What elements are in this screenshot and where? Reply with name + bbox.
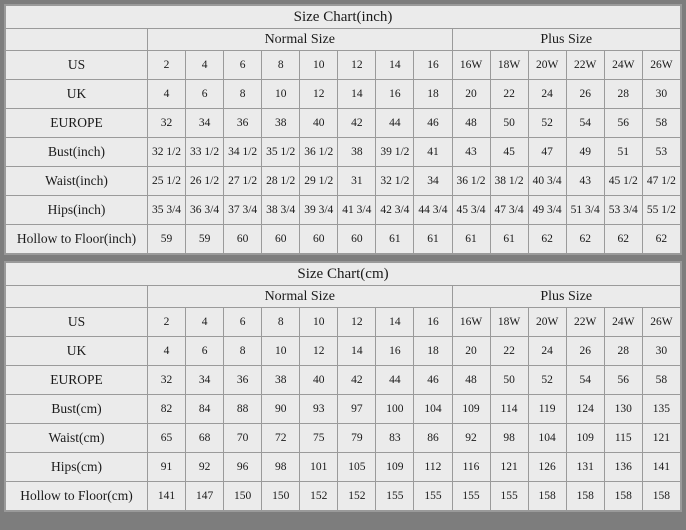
cell: 150 — [224, 482, 262, 511]
cell: 86 — [414, 424, 452, 453]
size-chart-cm-table — [5, 262, 681, 511]
cell: 38 — [262, 366, 300, 395]
cell: 16 — [414, 308, 452, 337]
cell: 32 — [148, 366, 186, 395]
cell: 56 — [604, 109, 642, 138]
cell: 121 — [490, 453, 528, 482]
cell: 47 — [528, 138, 566, 167]
table-row — [6, 337, 681, 366]
cell: 35 1/2 — [262, 138, 300, 167]
cell: 28 — [604, 337, 642, 366]
cell: 121 — [642, 424, 680, 453]
row-label-bust: Bust(cm) — [6, 395, 148, 424]
cell: 93 — [300, 395, 338, 424]
cell: 16 — [376, 80, 414, 109]
cell: 155 — [376, 482, 414, 511]
cell: 10 — [262, 80, 300, 109]
cell: 61 — [490, 225, 528, 254]
row-label-us: US — [6, 51, 148, 80]
cell: 42 3/4 — [376, 196, 414, 225]
cell: 34 — [186, 109, 224, 138]
table-row — [6, 167, 681, 196]
cell: 12 — [300, 80, 338, 109]
cell: 34 1/2 — [224, 138, 262, 167]
cell: 70 — [224, 424, 262, 453]
cell: 88 — [224, 395, 262, 424]
cell: 96 — [224, 453, 262, 482]
cell: 44 — [376, 109, 414, 138]
cell: 32 1/2 — [148, 138, 186, 167]
cell: 10 — [300, 51, 338, 80]
cell: 100 — [376, 395, 414, 424]
cell: 150 — [262, 482, 300, 511]
cell: 25 1/2 — [148, 167, 186, 196]
row-label-waist: Waist(inch) — [6, 167, 148, 196]
table-row — [6, 482, 681, 511]
cell: 158 — [566, 482, 604, 511]
cell: 18 — [414, 80, 452, 109]
cell: 24 — [528, 80, 566, 109]
row-label-us: US — [6, 308, 148, 337]
cell: 36 1/2 — [452, 167, 490, 196]
cell: 14 — [376, 51, 414, 80]
cell: 105 — [338, 453, 376, 482]
cell: 4 — [148, 337, 186, 366]
cell: 55 1/2 — [642, 196, 680, 225]
cell: 158 — [528, 482, 566, 511]
row-label-waist: Waist(cm) — [6, 424, 148, 453]
row-label-bust: Bust(inch) — [6, 138, 148, 167]
group-normal-size: Normal Size — [148, 29, 453, 51]
table-row — [6, 196, 681, 225]
cell: 20W — [528, 51, 566, 80]
table-row — [6, 109, 681, 138]
cell: 50 — [490, 366, 528, 395]
cell: 41 — [414, 138, 452, 167]
cell: 56 — [604, 366, 642, 395]
cell: 92 — [452, 424, 490, 453]
cell: 141 — [148, 482, 186, 511]
cell: 130 — [604, 395, 642, 424]
chart-title-row — [6, 6, 681, 29]
cell: 58 — [642, 109, 680, 138]
cell: 126 — [528, 453, 566, 482]
cell: 18W — [490, 308, 528, 337]
cell: 50 — [490, 109, 528, 138]
cell: 4 — [148, 80, 186, 109]
table-row — [6, 395, 681, 424]
cell: 22 — [490, 80, 528, 109]
table-row — [6, 453, 681, 482]
cell: 6 — [186, 80, 224, 109]
cell: 48 — [452, 109, 490, 138]
chart-group-row — [6, 286, 681, 308]
cell: 4 — [186, 308, 224, 337]
row-label-uk: UK — [6, 80, 148, 109]
cell: 44 — [376, 366, 414, 395]
cell: 22W — [566, 308, 604, 337]
cell: 59 — [186, 225, 224, 254]
cell: 91 — [148, 453, 186, 482]
group-row-blank — [6, 286, 148, 308]
cell: 61 — [376, 225, 414, 254]
cell: 30 — [642, 80, 680, 109]
cell: 116 — [452, 453, 490, 482]
size-chart-cm — [4, 261, 682, 512]
cell: 109 — [566, 424, 604, 453]
row-label-uk: UK — [6, 337, 148, 366]
cell: 44 3/4 — [414, 196, 452, 225]
cell: 155 — [414, 482, 452, 511]
cell: 12 — [338, 51, 376, 80]
cell: 46 — [414, 366, 452, 395]
cell: 62 — [642, 225, 680, 254]
table-row — [6, 308, 681, 337]
cell: 83 — [376, 424, 414, 453]
cell: 48 — [452, 366, 490, 395]
cell: 36 3/4 — [186, 196, 224, 225]
cell: 22 — [490, 337, 528, 366]
cell: 52 — [528, 109, 566, 138]
cell: 61 — [414, 225, 452, 254]
cell: 8 — [262, 51, 300, 80]
cell: 62 — [604, 225, 642, 254]
cell: 155 — [490, 482, 528, 511]
cell: 6 — [224, 308, 262, 337]
cell: 26 1/2 — [186, 167, 224, 196]
cell: 115 — [604, 424, 642, 453]
cell: 34 — [186, 366, 224, 395]
chart-title: Size Chart(inch) — [6, 6, 681, 29]
row-label-europe: EUROPE — [6, 109, 148, 138]
cell: 14 — [338, 80, 376, 109]
cell: 40 — [300, 366, 338, 395]
cell: 60 — [224, 225, 262, 254]
cell: 14 — [338, 337, 376, 366]
table-row — [6, 138, 681, 167]
cell: 32 — [148, 109, 186, 138]
cell: 49 — [566, 138, 604, 167]
chart-title: Size Chart(cm) — [6, 263, 681, 286]
cell: 35 3/4 — [148, 196, 186, 225]
cell: 37 3/4 — [224, 196, 262, 225]
table-row — [6, 51, 681, 80]
cell: 6 — [224, 51, 262, 80]
cell: 10 — [300, 308, 338, 337]
cell: 60 — [300, 225, 338, 254]
cell: 62 — [528, 225, 566, 254]
cell: 18W — [490, 51, 528, 80]
cell: 18 — [414, 337, 452, 366]
table-row — [6, 424, 681, 453]
chart-group-row — [6, 29, 681, 51]
cell: 39 3/4 — [300, 196, 338, 225]
cell: 90 — [262, 395, 300, 424]
cell: 43 — [452, 138, 490, 167]
cell: 60 — [338, 225, 376, 254]
cell: 42 — [338, 109, 376, 138]
cell: 38 — [338, 138, 376, 167]
cell: 104 — [414, 395, 452, 424]
cell: 79 — [338, 424, 376, 453]
cell: 97 — [338, 395, 376, 424]
cell: 33 1/2 — [186, 138, 224, 167]
row-label-hollow-to-floor: Hollow to Floor(cm) — [6, 482, 148, 511]
cell: 82 — [148, 395, 186, 424]
row-label-hips: Hips(inch) — [6, 196, 148, 225]
cell: 26 — [566, 337, 604, 366]
cell: 20 — [452, 80, 490, 109]
cell: 136 — [604, 453, 642, 482]
cell: 12 — [338, 308, 376, 337]
cell: 38 — [262, 109, 300, 138]
cell: 109 — [376, 453, 414, 482]
cell: 45 3/4 — [452, 196, 490, 225]
cell: 38 3/4 — [262, 196, 300, 225]
cell: 8 — [224, 80, 262, 109]
cell: 29 1/2 — [300, 167, 338, 196]
cell: 2 — [148, 51, 186, 80]
cell: 26W — [642, 308, 680, 337]
cell: 36 1/2 — [300, 138, 338, 167]
cell: 47 1/2 — [642, 167, 680, 196]
cell: 26W — [642, 51, 680, 80]
cell: 38 1/2 — [490, 167, 528, 196]
row-label-hollow-to-floor: Hollow to Floor(inch) — [6, 225, 148, 254]
cell: 40 — [300, 109, 338, 138]
cell: 98 — [262, 453, 300, 482]
cell: 51 3/4 — [566, 196, 604, 225]
cell: 4 — [186, 51, 224, 80]
cell: 84 — [186, 395, 224, 424]
cell: 16 — [414, 51, 452, 80]
cell: 24 — [528, 337, 566, 366]
cell: 16 — [376, 337, 414, 366]
cell: 16W — [452, 51, 490, 80]
cell: 114 — [490, 395, 528, 424]
cell: 36 — [224, 366, 262, 395]
table-row — [6, 225, 681, 254]
table-row — [6, 80, 681, 109]
cell: 34 — [414, 167, 452, 196]
cell: 8 — [262, 308, 300, 337]
cell: 68 — [186, 424, 224, 453]
cell: 2 — [148, 308, 186, 337]
cell: 36 — [224, 109, 262, 138]
cell: 109 — [452, 395, 490, 424]
cell: 141 — [642, 453, 680, 482]
cell: 31 — [338, 167, 376, 196]
cell: 12 — [300, 337, 338, 366]
cell: 65 — [148, 424, 186, 453]
cell: 119 — [528, 395, 566, 424]
group-plus-size: Plus Size — [452, 29, 681, 51]
cell: 39 1/2 — [376, 138, 414, 167]
cell: 14 — [376, 308, 414, 337]
cell: 155 — [452, 482, 490, 511]
row-label-hips: Hips(cm) — [6, 453, 148, 482]
cell: 152 — [338, 482, 376, 511]
cell: 45 1/2 — [604, 167, 642, 196]
cell: 98 — [490, 424, 528, 453]
cell: 112 — [414, 453, 452, 482]
cell: 46 — [414, 109, 452, 138]
cell: 43 — [566, 167, 604, 196]
cell: 158 — [642, 482, 680, 511]
cell: 58 — [642, 366, 680, 395]
cell: 22W — [566, 51, 604, 80]
cell: 20 — [452, 337, 490, 366]
cell: 54 — [566, 109, 604, 138]
cell: 60 — [262, 225, 300, 254]
cell: 45 — [490, 138, 528, 167]
cell: 16W — [452, 308, 490, 337]
cell: 62 — [566, 225, 604, 254]
cell: 49 3/4 — [528, 196, 566, 225]
cell: 26 — [566, 80, 604, 109]
cell: 53 3/4 — [604, 196, 642, 225]
cell: 101 — [300, 453, 338, 482]
cell: 59 — [148, 225, 186, 254]
cell: 124 — [566, 395, 604, 424]
cell: 40 3/4 — [528, 167, 566, 196]
cell: 30 — [642, 337, 680, 366]
group-normal-size: Normal Size — [148, 286, 453, 308]
cell: 28 1/2 — [262, 167, 300, 196]
group-plus-size: Plus Size — [452, 286, 681, 308]
cell: 24W — [604, 51, 642, 80]
cell: 27 1/2 — [224, 167, 262, 196]
cell: 47 3/4 — [490, 196, 528, 225]
cell: 52 — [528, 366, 566, 395]
cell: 92 — [186, 453, 224, 482]
cell: 158 — [604, 482, 642, 511]
cell: 28 — [604, 80, 642, 109]
group-row-blank — [6, 29, 148, 51]
size-chart-inch — [4, 4, 682, 255]
cell: 8 — [224, 337, 262, 366]
cell: 53 — [642, 138, 680, 167]
table-row — [6, 366, 681, 395]
size-chart-inch-table — [5, 5, 681, 254]
cell: 10 — [262, 337, 300, 366]
cell: 72 — [262, 424, 300, 453]
chart-title-row — [6, 263, 681, 286]
cell: 104 — [528, 424, 566, 453]
cell: 32 1/2 — [376, 167, 414, 196]
row-label-europe: EUROPE — [6, 366, 148, 395]
cell: 54 — [566, 366, 604, 395]
cell: 41 3/4 — [338, 196, 376, 225]
cell: 61 — [452, 225, 490, 254]
cell: 24W — [604, 308, 642, 337]
cell: 147 — [186, 482, 224, 511]
cell: 20W — [528, 308, 566, 337]
cell: 135 — [642, 395, 680, 424]
cell: 42 — [338, 366, 376, 395]
cell: 75 — [300, 424, 338, 453]
cell: 152 — [300, 482, 338, 511]
cell: 131 — [566, 453, 604, 482]
cell: 51 — [604, 138, 642, 167]
cell: 6 — [186, 337, 224, 366]
